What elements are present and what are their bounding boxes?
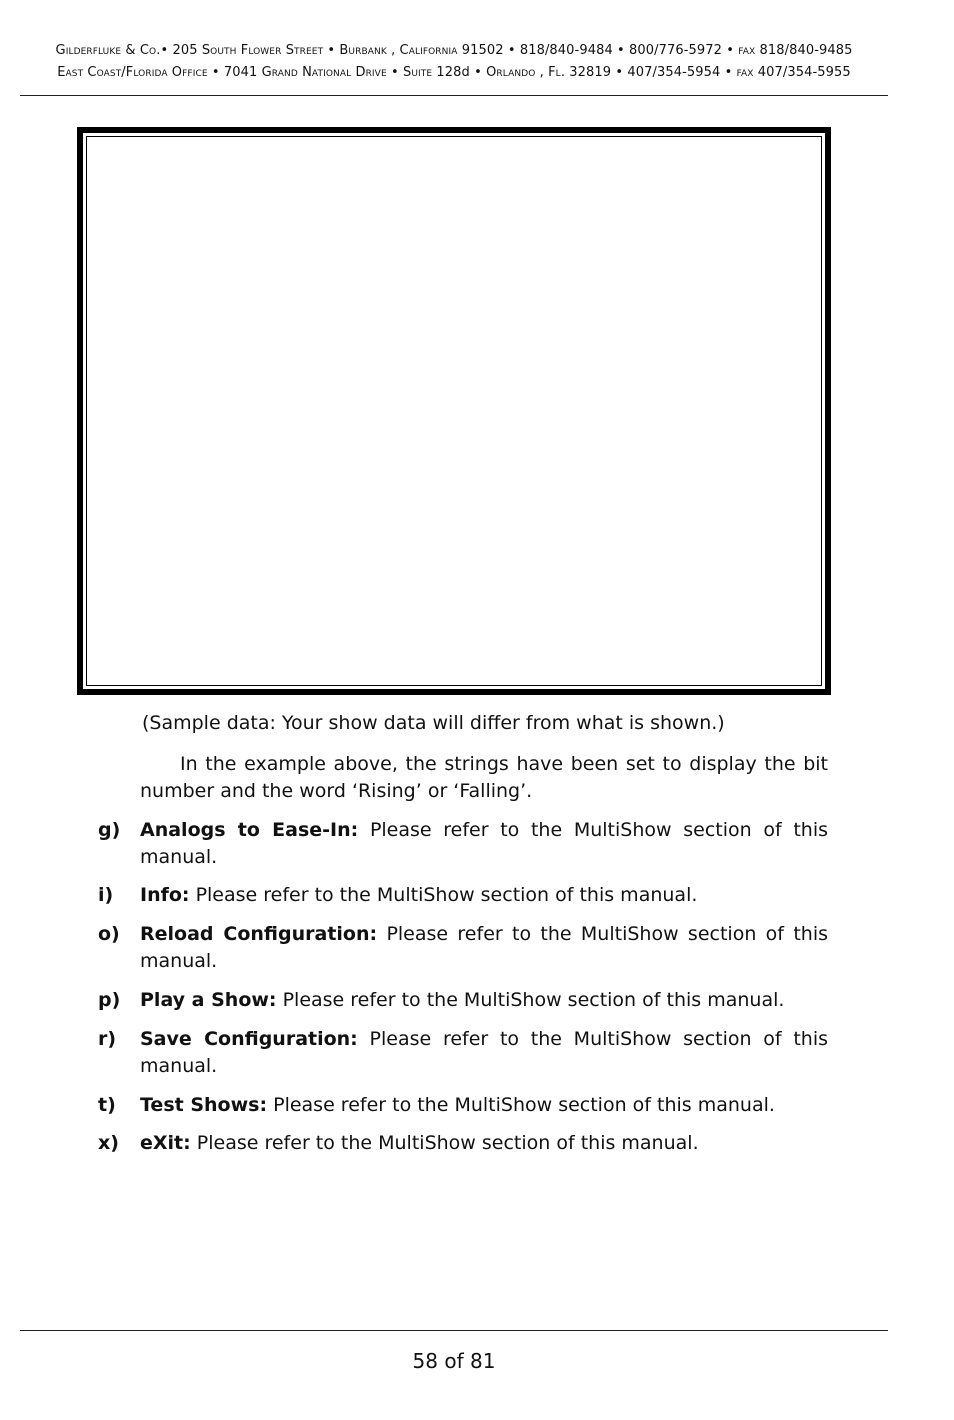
- letterhead-segment: Grand: [261, 65, 298, 80]
- body-paragraph: In the example above, the strings have been set to display the bit number and the word ‘Rising’ or ‘Falling’.: [140, 753, 828, 802]
- letterhead-segment: 407/354-5955: [753, 65, 851, 80]
- menu-item-title: Analogs to Ease-In:: [140, 819, 359, 841]
- letterhead-segment: Suite: [402, 65, 433, 80]
- header-divider: [20, 95, 888, 96]
- menu-item-key: o): [98, 923, 120, 945]
- letterhead-segment: fax: [736, 65, 754, 80]
- letterhead-line-2: [20, 62, 888, 84]
- menu-item-key: t): [98, 1094, 116, 1116]
- menu-item-exit: [98, 1130, 828, 1157]
- menu-item-title: Reload Configuration:: [140, 923, 378, 945]
- letterhead-segment: fax: [738, 43, 756, 58]
- letterhead-segment: South Flower: [201, 43, 282, 58]
- menu-item-analogs-to-ease-in: [98, 817, 828, 871]
- letterhead-segment: .• 205: [156, 43, 202, 58]
- letterhead-segment: 818/840-9485: [755, 43, 853, 58]
- menu-item-body: [140, 921, 828, 975]
- menu-item-description: Please refer to the MultiShow section of this manual.: [140, 1028, 829, 1077]
- menu-item-reload-configuration: [98, 921, 828, 975]
- menu-item-test-shows: [98, 1092, 828, 1119]
- menu-item-key: g): [98, 819, 121, 841]
- letterhead-segment: ,: [386, 43, 400, 58]
- letterhead-segment: &: [121, 43, 140, 58]
- letterhead-segment: Fl: [548, 65, 561, 80]
- letterhead-segment: Orlando: [486, 65, 536, 80]
- letterhead-segment: . 32819 • 407/354-5954 •: [560, 65, 737, 80]
- menu-item-description: Please refer to the MultiShow section of this manual.: [196, 1132, 699, 1154]
- letterhead: [20, 40, 888, 84]
- figure-caption: (Sample data: Your show data will differ from what is shown.): [142, 712, 725, 734]
- menu-item-description: Please refer to the MultiShow section of this manual.: [282, 989, 785, 1011]
- menu-item-body: [140, 1092, 828, 1119]
- menu-item-body: [140, 1026, 828, 1080]
- letterhead-segment: • 7041: [207, 65, 262, 80]
- menu-item-key: r): [98, 1028, 117, 1050]
- letterhead-segment: •: [323, 43, 340, 58]
- letterhead-segment: East Coast/Florida Office: [57, 65, 208, 80]
- letterhead-segment: 128d •: [432, 65, 487, 80]
- letterhead-segment: ,: [535, 65, 549, 80]
- screenshot-frame-inner-border: [86, 136, 822, 686]
- menu-item-key: x): [98, 1132, 119, 1154]
- letterhead-segment: •: [386, 65, 403, 80]
- footer-divider: [20, 1330, 888, 1331]
- menu-item-body: [140, 817, 828, 871]
- menu-item-play-a-show: [98, 987, 828, 1014]
- menu-item-title: eXit:: [140, 1132, 191, 1154]
- menu-item-save-configuration: [98, 1026, 828, 1080]
- menu-item-body: [140, 1130, 828, 1157]
- menu-item-title: Test Shows:: [140, 1094, 268, 1116]
- menu-item-description: Please refer to the MultiShow section of this manual.: [140, 819, 828, 868]
- menu-item-description: Please refer to the MultiShow section of this manual.: [140, 923, 828, 972]
- letterhead-segment: National Drive: [302, 65, 387, 80]
- menu-item-key: p): [98, 989, 121, 1011]
- letterhead-segment: Gilderfluke: [55, 43, 122, 58]
- menu-item-body: [140, 882, 828, 909]
- menu-item-title: Play a Show:: [140, 989, 277, 1011]
- menu-item-info: [98, 882, 828, 909]
- letterhead-segment: 91502 • 818/840-9484 • 800/776-5972 •: [457, 43, 739, 58]
- letterhead-segment: Co: [139, 43, 157, 58]
- menu-item-title: Info:: [140, 884, 190, 906]
- page-number: 58 of 81: [412, 1349, 496, 1373]
- menu-item-description: Please refer to the MultiShow section of this manual.: [273, 1094, 775, 1116]
- menu-item-title: Save Configuration:: [140, 1028, 358, 1050]
- menu-item-key: i): [98, 884, 114, 906]
- letterhead-segment: California: [399, 43, 458, 58]
- letterhead-line-1: [20, 40, 888, 62]
- menu-item-description: Please refer to the MultiShow section of this manual.: [195, 884, 698, 906]
- menu-item-body: [140, 987, 828, 1014]
- screenshot-frame: [77, 127, 831, 695]
- letterhead-segment: Street: [285, 43, 324, 58]
- letterhead-segment: Burbank: [339, 43, 387, 58]
